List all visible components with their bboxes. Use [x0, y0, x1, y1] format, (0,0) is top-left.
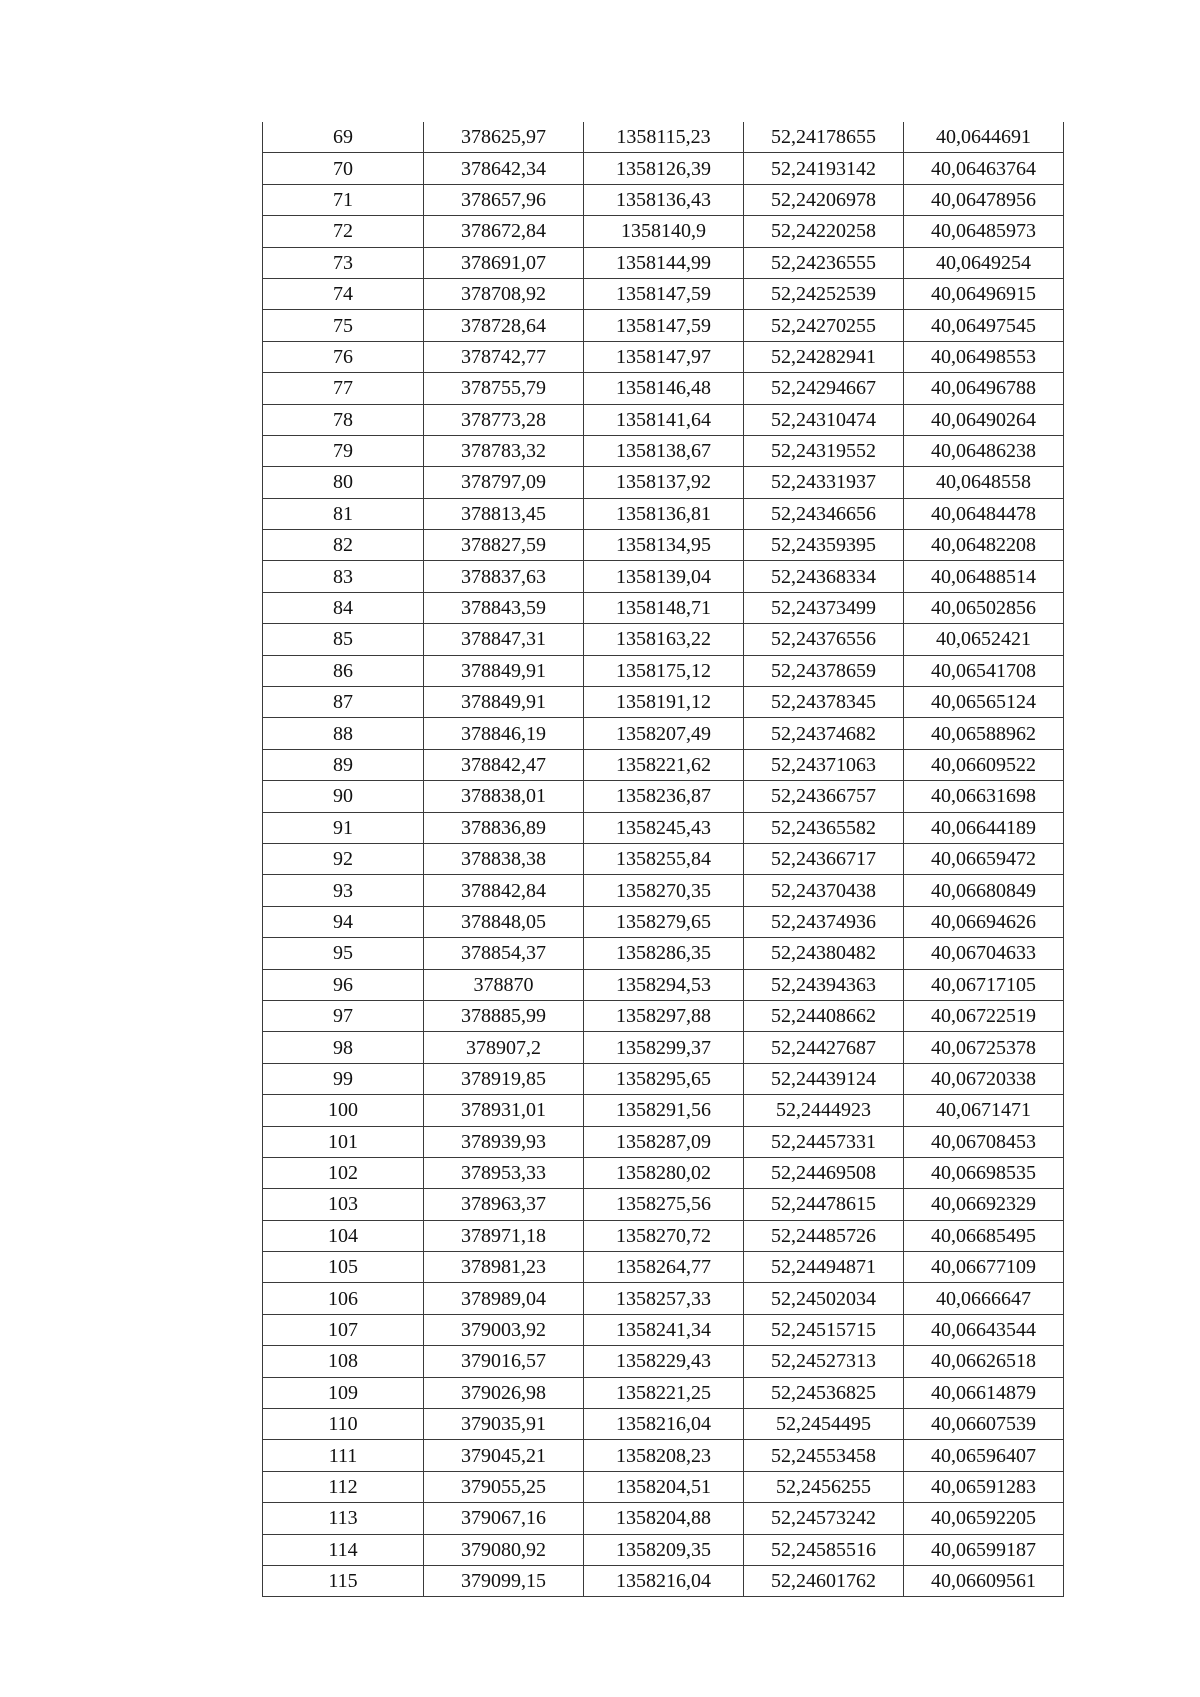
latitude-cell: 52,24359395: [744, 530, 904, 561]
y-coordinate-cell: 1358147,97: [584, 341, 744, 372]
latitude-cell: 52,24374682: [744, 718, 904, 749]
y-coordinate-cell: 1358138,67: [584, 435, 744, 466]
x-coordinate-cell: 378836,89: [424, 812, 584, 843]
point-number-cell: 109: [263, 1377, 424, 1408]
x-coordinate-cell: 378849,91: [424, 687, 584, 718]
latitude-cell: 52,24178655: [744, 122, 904, 153]
latitude-cell: 52,24478615: [744, 1189, 904, 1220]
table-row: [263, 498, 1064, 529]
longitude-cell: 40,06592205: [904, 1503, 1064, 1534]
y-coordinate-cell: 1358270,35: [584, 875, 744, 906]
table-row: [263, 1157, 1064, 1188]
longitude-cell: 40,0671471: [904, 1095, 1064, 1126]
latitude-cell: 52,24585516: [744, 1534, 904, 1565]
y-coordinate-cell: 1358147,59: [584, 278, 744, 309]
x-coordinate-cell: 378642,34: [424, 153, 584, 184]
latitude-cell: 52,24378345: [744, 687, 904, 718]
longitude-cell: 40,06596407: [904, 1440, 1064, 1471]
y-coordinate-cell: 1358216,04: [584, 1565, 744, 1596]
latitude-cell: 52,24346656: [744, 498, 904, 529]
longitude-cell: 40,06680849: [904, 875, 1064, 906]
longitude-cell: 40,06599187: [904, 1534, 1064, 1565]
table-row: [263, 1032, 1064, 1063]
x-coordinate-cell: 379099,15: [424, 1565, 584, 1596]
latitude-cell: 52,24331937: [744, 467, 904, 498]
point-number-cell: 107: [263, 1314, 424, 1345]
point-number-cell: 86: [263, 655, 424, 686]
x-coordinate-cell: 378919,85: [424, 1063, 584, 1094]
table-row: [263, 1565, 1064, 1596]
table-row: [263, 153, 1064, 184]
point-number-cell: 98: [263, 1032, 424, 1063]
x-coordinate-cell: 378672,84: [424, 216, 584, 247]
y-coordinate-cell: 1358208,23: [584, 1440, 744, 1471]
table-row: [263, 718, 1064, 749]
table-row: [263, 875, 1064, 906]
latitude-cell: 52,24319552: [744, 435, 904, 466]
point-number-cell: 90: [263, 781, 424, 812]
longitude-cell: 40,0649254: [904, 247, 1064, 278]
table-row: [263, 1471, 1064, 1502]
x-coordinate-cell: 378931,01: [424, 1095, 584, 1126]
point-number-cell: 79: [263, 435, 424, 466]
y-coordinate-cell: 1358115,23: [584, 122, 744, 153]
latitude-cell: 52,24370438: [744, 875, 904, 906]
latitude-cell: 52,24373499: [744, 592, 904, 623]
y-coordinate-cell: 1358241,34: [584, 1314, 744, 1345]
point-number-cell: 88: [263, 718, 424, 749]
x-coordinate-cell: 378907,2: [424, 1032, 584, 1063]
y-coordinate-cell: 1358136,81: [584, 498, 744, 529]
longitude-cell: 40,06565124: [904, 687, 1064, 718]
point-number-cell: 69: [263, 122, 424, 153]
y-coordinate-cell: 1358175,12: [584, 655, 744, 686]
latitude-cell: 52,24270255: [744, 310, 904, 341]
longitude-cell: 40,06717105: [904, 969, 1064, 1000]
latitude-cell: 52,24553458: [744, 1440, 904, 1471]
longitude-cell: 40,06704633: [904, 938, 1064, 969]
point-number-cell: 103: [263, 1189, 424, 1220]
x-coordinate-cell: 378827,59: [424, 530, 584, 561]
point-number-cell: 97: [263, 1000, 424, 1031]
table-row: [263, 812, 1064, 843]
latitude-cell: 52,24378659: [744, 655, 904, 686]
point-number-cell: 110: [263, 1409, 424, 1440]
table-row: [263, 1440, 1064, 1471]
longitude-cell: 40,06485973: [904, 216, 1064, 247]
table-row: [263, 1126, 1064, 1157]
table-row: [263, 969, 1064, 1000]
y-coordinate-cell: 1358294,53: [584, 969, 744, 1000]
longitude-cell: 40,06722519: [904, 1000, 1064, 1031]
table-row: [263, 561, 1064, 592]
y-coordinate-cell: 1358136,43: [584, 184, 744, 215]
y-coordinate-cell: 1358216,04: [584, 1409, 744, 1440]
point-number-cell: 102: [263, 1157, 424, 1188]
y-coordinate-cell: 1358299,37: [584, 1032, 744, 1063]
table-row: [263, 467, 1064, 498]
longitude-cell: 40,06607539: [904, 1409, 1064, 1440]
x-coordinate-cell: 378625,97: [424, 122, 584, 153]
x-coordinate-cell: 379067,16: [424, 1503, 584, 1534]
x-coordinate-cell: 378854,37: [424, 938, 584, 969]
latitude-cell: 52,24427687: [744, 1032, 904, 1063]
x-coordinate-cell: 378939,93: [424, 1126, 584, 1157]
table-row: [263, 1095, 1064, 1126]
point-number-cell: 96: [263, 969, 424, 1000]
table-row: [263, 435, 1064, 466]
latitude-cell: 52,24366717: [744, 843, 904, 874]
x-coordinate-cell: 379080,92: [424, 1534, 584, 1565]
x-coordinate-cell: 378708,92: [424, 278, 584, 309]
longitude-cell: 40,06484478: [904, 498, 1064, 529]
latitude-cell: 52,24380482: [744, 938, 904, 969]
latitude-cell: 52,24515715: [744, 1314, 904, 1345]
x-coordinate-cell: 378783,32: [424, 435, 584, 466]
table-row: [263, 906, 1064, 937]
x-coordinate-cell: 378838,01: [424, 781, 584, 812]
y-coordinate-cell: 1358295,65: [584, 1063, 744, 1094]
x-coordinate-cell: 379026,98: [424, 1377, 584, 1408]
y-coordinate-cell: 1358137,92: [584, 467, 744, 498]
y-coordinate-cell: 1358255,84: [584, 843, 744, 874]
point-number-cell: 108: [263, 1346, 424, 1377]
y-coordinate-cell: 1358280,02: [584, 1157, 744, 1188]
point-number-cell: 115: [263, 1565, 424, 1596]
point-number-cell: 113: [263, 1503, 424, 1534]
latitude-cell: 52,24365582: [744, 812, 904, 843]
point-number-cell: 83: [263, 561, 424, 592]
point-number-cell: 93: [263, 875, 424, 906]
y-coordinate-cell: 1358204,88: [584, 1503, 744, 1534]
point-number-cell: 87: [263, 687, 424, 718]
y-coordinate-cell: 1358279,65: [584, 906, 744, 937]
table-row: [263, 184, 1064, 215]
longitude-cell: 40,06496915: [904, 278, 1064, 309]
point-number-cell: 114: [263, 1534, 424, 1565]
x-coordinate-cell: 378847,31: [424, 624, 584, 655]
table-row: [263, 373, 1064, 404]
longitude-cell: 40,06541708: [904, 655, 1064, 686]
table-row: [263, 1377, 1064, 1408]
y-coordinate-cell: 1358207,49: [584, 718, 744, 749]
y-coordinate-cell: 1358257,33: [584, 1283, 744, 1314]
table-row: [263, 530, 1064, 561]
y-coordinate-cell: 1358191,12: [584, 687, 744, 718]
x-coordinate-cell: 378842,84: [424, 875, 584, 906]
point-number-cell: 99: [263, 1063, 424, 1094]
point-number-cell: 75: [263, 310, 424, 341]
latitude-cell: 52,24366757: [744, 781, 904, 812]
table-row: [263, 216, 1064, 247]
x-coordinate-cell: 378848,05: [424, 906, 584, 937]
latitude-cell: 52,2456255: [744, 1471, 904, 1502]
table-row: [263, 1503, 1064, 1534]
longitude-cell: 40,06497545: [904, 310, 1064, 341]
latitude-cell: 52,24294667: [744, 373, 904, 404]
latitude-cell: 52,24494871: [744, 1252, 904, 1283]
y-coordinate-cell: 1358264,77: [584, 1252, 744, 1283]
table-row: [263, 278, 1064, 309]
x-coordinate-cell: 378742,77: [424, 341, 584, 372]
longitude-cell: 40,06644189: [904, 812, 1064, 843]
x-coordinate-cell: 378797,09: [424, 467, 584, 498]
point-number-cell: 105: [263, 1252, 424, 1283]
latitude-cell: 52,24527313: [744, 1346, 904, 1377]
y-coordinate-cell: 1358221,62: [584, 749, 744, 780]
longitude-cell: 40,06591283: [904, 1471, 1064, 1502]
x-coordinate-cell: 379035,91: [424, 1409, 584, 1440]
table-row: [263, 687, 1064, 718]
latitude-cell: 52,2444923: [744, 1095, 904, 1126]
y-coordinate-cell: 1358141,64: [584, 404, 744, 435]
y-coordinate-cell: 1358291,56: [584, 1095, 744, 1126]
y-coordinate-cell: 1358146,48: [584, 373, 744, 404]
y-coordinate-cell: 1358270,72: [584, 1220, 744, 1251]
longitude-cell: 40,06626518: [904, 1346, 1064, 1377]
x-coordinate-cell: 378691,07: [424, 247, 584, 278]
point-number-cell: 80: [263, 467, 424, 498]
longitude-cell: 40,06463764: [904, 153, 1064, 184]
x-coordinate-cell: 378989,04: [424, 1283, 584, 1314]
point-number-cell: 70: [263, 153, 424, 184]
latitude-cell: 52,24502034: [744, 1283, 904, 1314]
point-number-cell: 73: [263, 247, 424, 278]
table-row: [263, 122, 1064, 153]
table-row: [263, 843, 1064, 874]
point-number-cell: 106: [263, 1283, 424, 1314]
point-number-cell: 94: [263, 906, 424, 937]
longitude-cell: 40,06486238: [904, 435, 1064, 466]
table-row: [263, 1283, 1064, 1314]
table-row: [263, 404, 1064, 435]
longitude-cell: 40,06609522: [904, 749, 1064, 780]
x-coordinate-cell: 378846,19: [424, 718, 584, 749]
y-coordinate-cell: 1358236,87: [584, 781, 744, 812]
latitude-cell: 52,24193142: [744, 153, 904, 184]
table-row: [263, 1063, 1064, 1094]
table-row: [263, 247, 1064, 278]
x-coordinate-cell: 378971,18: [424, 1220, 584, 1251]
x-coordinate-cell: 378755,79: [424, 373, 584, 404]
point-number-cell: 78: [263, 404, 424, 435]
longitude-cell: 40,06659472: [904, 843, 1064, 874]
longitude-cell: 40,06502856: [904, 592, 1064, 623]
coordinates-table-body: [263, 122, 1064, 1597]
point-number-cell: 84: [263, 592, 424, 623]
longitude-cell: 40,06588962: [904, 718, 1064, 749]
y-coordinate-cell: 1358209,35: [584, 1534, 744, 1565]
y-coordinate-cell: 1358139,04: [584, 561, 744, 592]
longitude-cell: 40,06631698: [904, 781, 1064, 812]
table-row: [263, 1252, 1064, 1283]
table-row: [263, 1189, 1064, 1220]
point-number-cell: 85: [263, 624, 424, 655]
latitude-cell: 52,24282941: [744, 341, 904, 372]
longitude-cell: 40,06488514: [904, 561, 1064, 592]
y-coordinate-cell: 1358287,09: [584, 1126, 744, 1157]
latitude-cell: 52,24573242: [744, 1503, 904, 1534]
longitude-cell: 40,0644691: [904, 122, 1064, 153]
longitude-cell: 40,06482208: [904, 530, 1064, 561]
point-number-cell: 89: [263, 749, 424, 780]
latitude-cell: 52,24536825: [744, 1377, 904, 1408]
y-coordinate-cell: 1358126,39: [584, 153, 744, 184]
x-coordinate-cell: 379055,25: [424, 1471, 584, 1502]
table-row: [263, 341, 1064, 372]
coordinates-table: [262, 122, 1064, 1597]
y-coordinate-cell: 1358275,56: [584, 1189, 744, 1220]
y-coordinate-cell: 1358221,25: [584, 1377, 744, 1408]
longitude-cell: 40,0648558: [904, 467, 1064, 498]
longitude-cell: 40,06490264: [904, 404, 1064, 435]
x-coordinate-cell: 378842,47: [424, 749, 584, 780]
table-row: [263, 592, 1064, 623]
latitude-cell: 52,24601762: [744, 1565, 904, 1596]
x-coordinate-cell: 378953,33: [424, 1157, 584, 1188]
table-row: [263, 624, 1064, 655]
point-number-cell: 100: [263, 1095, 424, 1126]
point-number-cell: 71: [263, 184, 424, 215]
latitude-cell: 52,24376556: [744, 624, 904, 655]
latitude-cell: 52,24394363: [744, 969, 904, 1000]
y-coordinate-cell: 1358297,88: [584, 1000, 744, 1031]
longitude-cell: 40,06698535: [904, 1157, 1064, 1188]
latitude-cell: 52,24368334: [744, 561, 904, 592]
latitude-cell: 52,24371063: [744, 749, 904, 780]
y-coordinate-cell: 1358204,51: [584, 1471, 744, 1502]
longitude-cell: 40,06692329: [904, 1189, 1064, 1220]
y-coordinate-cell: 1358229,43: [584, 1346, 744, 1377]
x-coordinate-cell: 378849,91: [424, 655, 584, 686]
x-coordinate-cell: 378870: [424, 969, 584, 1000]
latitude-cell: 52,24469508: [744, 1157, 904, 1188]
longitude-cell: 40,06694626: [904, 906, 1064, 937]
latitude-cell: 52,24485726: [744, 1220, 904, 1251]
x-coordinate-cell: 378837,63: [424, 561, 584, 592]
longitude-cell: 40,06720338: [904, 1063, 1064, 1094]
y-coordinate-cell: 1358148,71: [584, 592, 744, 623]
latitude-cell: 52,24439124: [744, 1063, 904, 1094]
point-number-cell: 104: [263, 1220, 424, 1251]
x-coordinate-cell: 378728,64: [424, 310, 584, 341]
y-coordinate-cell: 1358245,43: [584, 812, 744, 843]
x-coordinate-cell: 379016,57: [424, 1346, 584, 1377]
latitude-cell: 52,24310474: [744, 404, 904, 435]
y-coordinate-cell: 1358163,22: [584, 624, 744, 655]
point-number-cell: 92: [263, 843, 424, 874]
longitude-cell: 40,06498553: [904, 341, 1064, 372]
latitude-cell: 52,24220258: [744, 216, 904, 247]
point-number-cell: 101: [263, 1126, 424, 1157]
point-number-cell: 76: [263, 341, 424, 372]
longitude-cell: 40,06643544: [904, 1314, 1064, 1345]
longitude-cell: 40,06708453: [904, 1126, 1064, 1157]
y-coordinate-cell: 1358144,99: [584, 247, 744, 278]
x-coordinate-cell: 379003,92: [424, 1314, 584, 1345]
latitude-cell: 52,24457331: [744, 1126, 904, 1157]
latitude-cell: 52,24206978: [744, 184, 904, 215]
x-coordinate-cell: 378813,45: [424, 498, 584, 529]
table-row: [263, 1220, 1064, 1251]
table-row: [263, 781, 1064, 812]
x-coordinate-cell: 378838,38: [424, 843, 584, 874]
longitude-cell: 40,06609561: [904, 1565, 1064, 1596]
table-row: [263, 749, 1064, 780]
latitude-cell: 52,24252539: [744, 278, 904, 309]
x-coordinate-cell: 378981,23: [424, 1252, 584, 1283]
table-row: [263, 655, 1064, 686]
x-coordinate-cell: 378773,28: [424, 404, 584, 435]
longitude-cell: 40,06685495: [904, 1220, 1064, 1251]
y-coordinate-cell: 1358134,95: [584, 530, 744, 561]
table-row: [263, 1409, 1064, 1440]
point-number-cell: 82: [263, 530, 424, 561]
x-coordinate-cell: 378843,59: [424, 592, 584, 623]
latitude-cell: 52,2454495: [744, 1409, 904, 1440]
longitude-cell: 40,06496788: [904, 373, 1064, 404]
y-coordinate-cell: 1358147,59: [584, 310, 744, 341]
latitude-cell: 52,24374936: [744, 906, 904, 937]
longitude-cell: 40,06614879: [904, 1377, 1064, 1408]
longitude-cell: 40,0666647: [904, 1283, 1064, 1314]
point-number-cell: 74: [263, 278, 424, 309]
point-number-cell: 95: [263, 938, 424, 969]
table-row: [263, 938, 1064, 969]
table-row: [263, 1000, 1064, 1031]
x-coordinate-cell: 378885,99: [424, 1000, 584, 1031]
longitude-cell: 40,06677109: [904, 1252, 1064, 1283]
table-row: [263, 310, 1064, 341]
longitude-cell: 40,06478956: [904, 184, 1064, 215]
point-number-cell: 72: [263, 216, 424, 247]
point-number-cell: 112: [263, 1471, 424, 1502]
longitude-cell: 40,0652421: [904, 624, 1064, 655]
table-row: [263, 1346, 1064, 1377]
point-number-cell: 91: [263, 812, 424, 843]
table-row: [263, 1314, 1064, 1345]
point-number-cell: 77: [263, 373, 424, 404]
x-coordinate-cell: 379045,21: [424, 1440, 584, 1471]
y-coordinate-cell: 1358286,35: [584, 938, 744, 969]
longitude-cell: 40,06725378: [904, 1032, 1064, 1063]
point-number-cell: 81: [263, 498, 424, 529]
table-row: [263, 1534, 1064, 1565]
point-number-cell: 111: [263, 1440, 424, 1471]
latitude-cell: 52,24408662: [744, 1000, 904, 1031]
x-coordinate-cell: 378963,37: [424, 1189, 584, 1220]
latitude-cell: 52,24236555: [744, 247, 904, 278]
y-coordinate-cell: 1358140,9: [584, 216, 744, 247]
x-coordinate-cell: 378657,96: [424, 184, 584, 215]
